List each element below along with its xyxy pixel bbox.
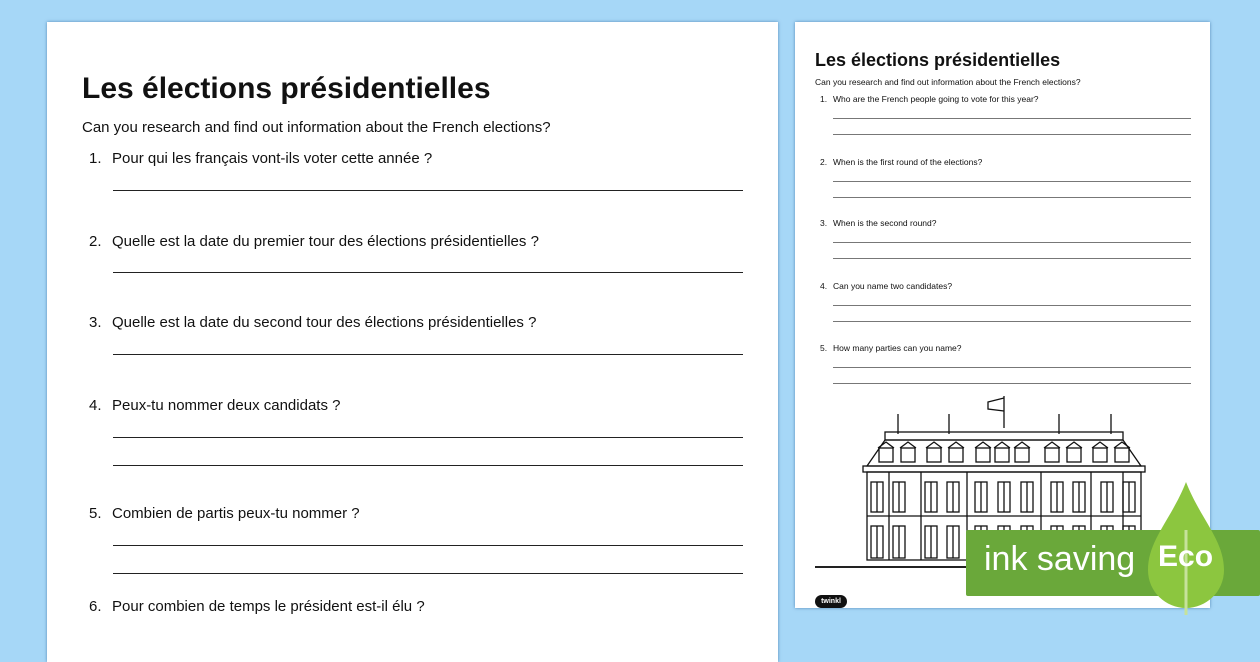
answer-line[interactable] [833,197,1191,198]
left-worksheet-page [47,22,778,662]
answer-line[interactable] [113,354,743,355]
question-number: 3. [820,218,828,228]
question-text: Peux-tu nommer deux candidats ? [112,397,341,414]
answer-line[interactable] [833,383,1191,384]
question-text: When is the second round? [833,218,937,228]
question-number: 1. [820,94,828,104]
ink-saving-label: ink saving [984,540,1136,578]
question-text: Pour qui les français vont-ils voter cette année ? [112,150,433,167]
question-text: How many parties can you name? [833,343,962,353]
eco-label: Eco [1158,540,1214,573]
question-text: Combien de partis peux-tu nommer ? [112,505,360,522]
question-number: 2. [820,157,828,167]
question-number: 3. [89,314,102,331]
question-text: Can you name two candidates? [833,281,953,291]
question-number: 2. [89,233,102,250]
answer-line[interactable] [113,272,743,273]
answer-line[interactable] [833,258,1191,259]
question-text: Quelle est la date du premier tour des élections présidentielles ? [112,233,539,250]
question-text: Pour combien de temps le président est-il élu ? [112,598,425,615]
question-number: 1. [89,150,102,167]
answer-line[interactable] [113,573,743,574]
subtitle: Can you research and find out information about the French elections? [82,119,551,136]
answer-line[interactable] [113,545,743,546]
answer-line[interactable] [113,465,743,466]
answer-line[interactable] [833,242,1191,243]
answer-line[interactable] [833,367,1191,368]
answer-line[interactable] [833,134,1191,135]
twinkl-logo: twinkl [815,595,847,608]
answer-line[interactable] [833,118,1191,119]
answer-line[interactable] [833,321,1191,322]
answer-line[interactable] [833,305,1191,306]
answer-line[interactable] [113,437,743,438]
subtitle: Can you research and find out information about the French elections? [815,77,1081,87]
answer-line[interactable] [113,190,743,191]
question-text: Who are the French people going to vote for this year? [833,94,1039,104]
question-number: 5. [820,343,828,353]
answer-line[interactable] [833,181,1191,182]
question-text: Quelle est la date du second tour des élections présidentielles ? [112,314,537,331]
question-number: 6. [89,598,102,615]
page-title: Les élections présidentielles [82,72,491,105]
question-number: 5. [89,505,102,522]
page-title: Les élections présidentielles [815,50,1061,70]
question-number: 4. [89,397,102,414]
question-text: When is the first round of the elections? [833,157,983,167]
question-number: 4. [820,281,828,291]
